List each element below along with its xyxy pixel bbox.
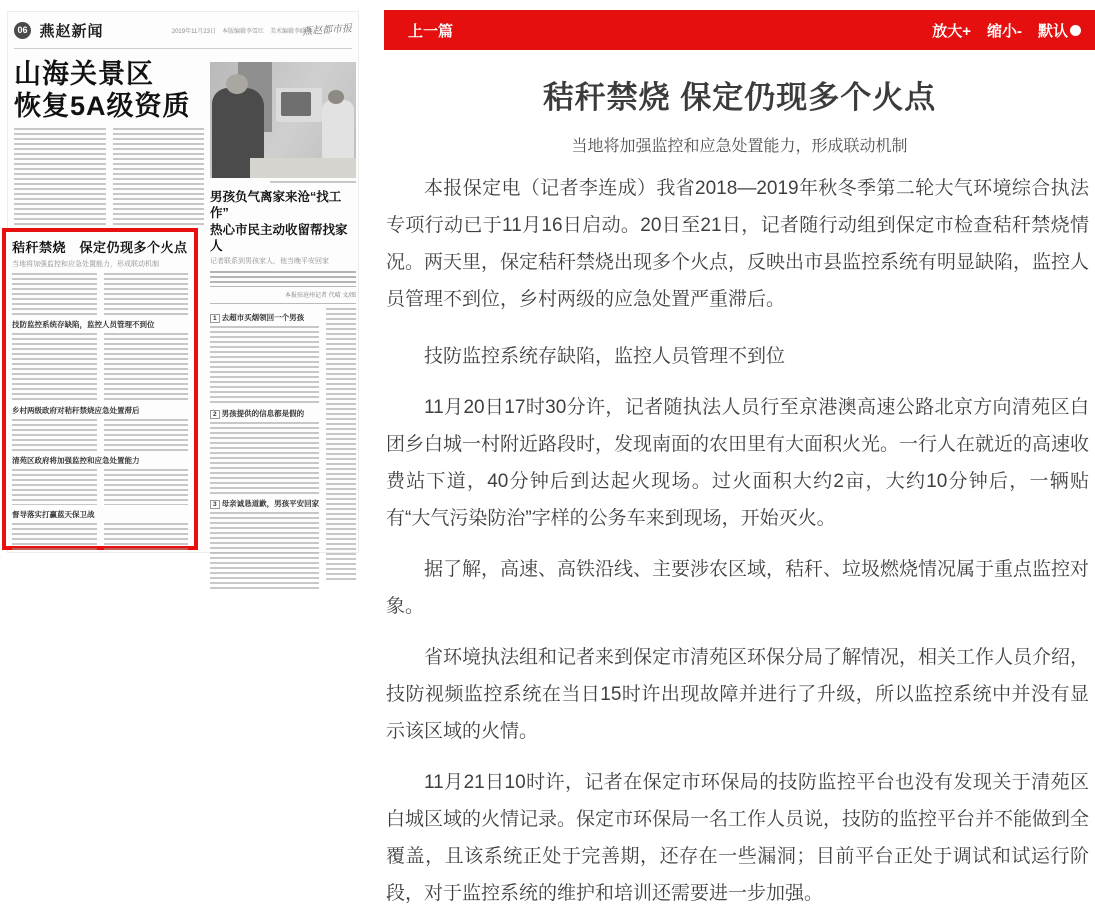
story2-body [210,308,356,590]
article-paragraph: 11月21日10时许，记者在保定市环保局的技防监控平台也没有发现关于清苑区白城区域的火情记录。保定市环保局一名工作人员说，技防的监控平台并不能做到全覆盖，且该系统正处于完善期，还存在一些漏洞；目前平台正处于调试和试运行阶段，对于监控系统的维护和培训还需要进一步加强。 [386,772,1090,904]
photo-man-head-shape [226,74,248,94]
news-photo [210,62,356,178]
lead-story-headline: 山海关景区 恢复5A级资质 [14,59,191,122]
section-number: 1 [210,314,220,323]
photo-table-shape [250,158,356,178]
header-divider [14,48,352,49]
article-reader [384,50,1095,904]
lead-story-body-text [14,128,204,228]
highlight-text-block [12,333,188,401]
story2-headline: 男孩负气离家来沧“找工作” 热心市民主动收留帮找家人 [210,190,348,253]
previous-article-button[interactable]: 上一篇 [408,22,454,40]
zoom-in-button[interactable]: 放大+ [932,22,971,40]
story2-section-2-title: 2 男孩提供的信息都是假的 [210,408,319,419]
highlight-intro-text [12,273,188,315]
highlight-subhead-2: 乡村两级政府对秸秆禁烧应急处置滞后 [12,406,140,415]
highlight-headline: 秸秆禁烧 保定仍现多个火点 [12,240,188,255]
highlight-subhead-1: 技防监控系统存缺陷，监控人员管理不到位 [12,320,155,329]
story2-byline: 本报驻沧州记者 代晴 文/图 [284,293,356,299]
highlight-text-block [12,523,188,553]
story2-boy-article [210,189,356,545]
photo-boy-head-shape [328,90,344,104]
newspaper-page-scan[interactable] [8,12,358,552]
newspaper-header [14,20,352,46]
reader-toolbar [384,10,1095,50]
newspaper-dateline: 2019年11月23日 本版编辑李雪红 美术编辑李晓冬 [171,29,312,35]
highlight-subhead-3: 清苑区政府将加强监控和应急处置能力 [12,456,140,465]
article-paragraph: 本报保定电（记者李连成）我省2018—2019年秋冬季第二轮大气环境综合执法专项行动已于11月16日启动。20日至21日，记者随行动组到保定市检查秸秆禁烧情况。两天里，保定秸秆禁烧出现多个火点，反映出市县监控系统有明显缺陷，监控人员管理不到位，乡村两级的应急处置严重滞后。 [386,178,1090,310]
newspaper-section-name: 燕赵新闻 [39,23,104,40]
circle-reset-icon [1070,25,1081,36]
section-number: 3 [210,500,220,509]
story2-section-3-title: 3 母亲诚恳道歉，男孩平安回家 [210,498,319,509]
story2-section-1-title: 1 去超市买烟领回一个男孩 [210,312,319,323]
article-paragraph: 11月20日17时30分许，记者随执法人员行至京港澳高速公路北京方向清苑区白团乡白城一村附近路段时，发现南面的农田里有大面积火光。一行人在就近的高速收费站下道，40分钟后到达起火现场。过火面积大约2亩，大约10分钟后，一辆贴有“大气污染防治”字样的公务车来到现场，开始灭火。 [386,397,1090,529]
story2-subtitle: 记者联系到男孩家人，他当晚平安回家 [210,258,329,265]
zoom-out-button[interactable]: 缩小- [986,22,1022,40]
section-number: 2 [210,410,220,419]
page-number-badge: 06 [14,22,31,39]
font-tools [932,20,1081,41]
highlight-text-block [12,469,188,505]
reset-default-button[interactable]: 默认 [1038,20,1081,41]
story2-divider [210,303,356,304]
highlight-text-block [12,419,188,451]
article-section-heading: 技防监控系统存缺陷，监控人员管理不到位 [424,346,786,367]
photo-boy-shape [322,100,354,158]
current-article-highlight-box[interactable] [2,228,198,550]
highlight-subtitle: 当地将加强监控和应急处置能力，形成联动机制 [12,261,159,268]
article-subtitle: 当地将加强监控和应急处置能力，形成联动机制 [571,138,908,155]
article-paragraph: 省环境执法组和记者来到保定市清苑区环保分局了解情况，相关工作人员介绍，技防视频监控系统在当日15时许出现故障并进行了升级，所以监控系统中并没有显示该区域的火情。 [386,647,1090,742]
article-paragraph: 据了解，高速、高铁沿线、主要涉农区域，秸秆、垃圾燃烧情况属于重点监控对象。 [386,559,1090,617]
highlight-subhead-4: 督导落实打赢蓝天保卫战 [12,510,95,519]
article-title: 秸秆禁烧 保定仍现多个火点 [542,80,937,115]
photo-tv-screen-shape [281,92,311,116]
photo-caption [210,181,356,185]
newspaper-masthead-logo: 燕赵都市报 [301,23,353,38]
story2-lead-quote [210,271,356,287]
